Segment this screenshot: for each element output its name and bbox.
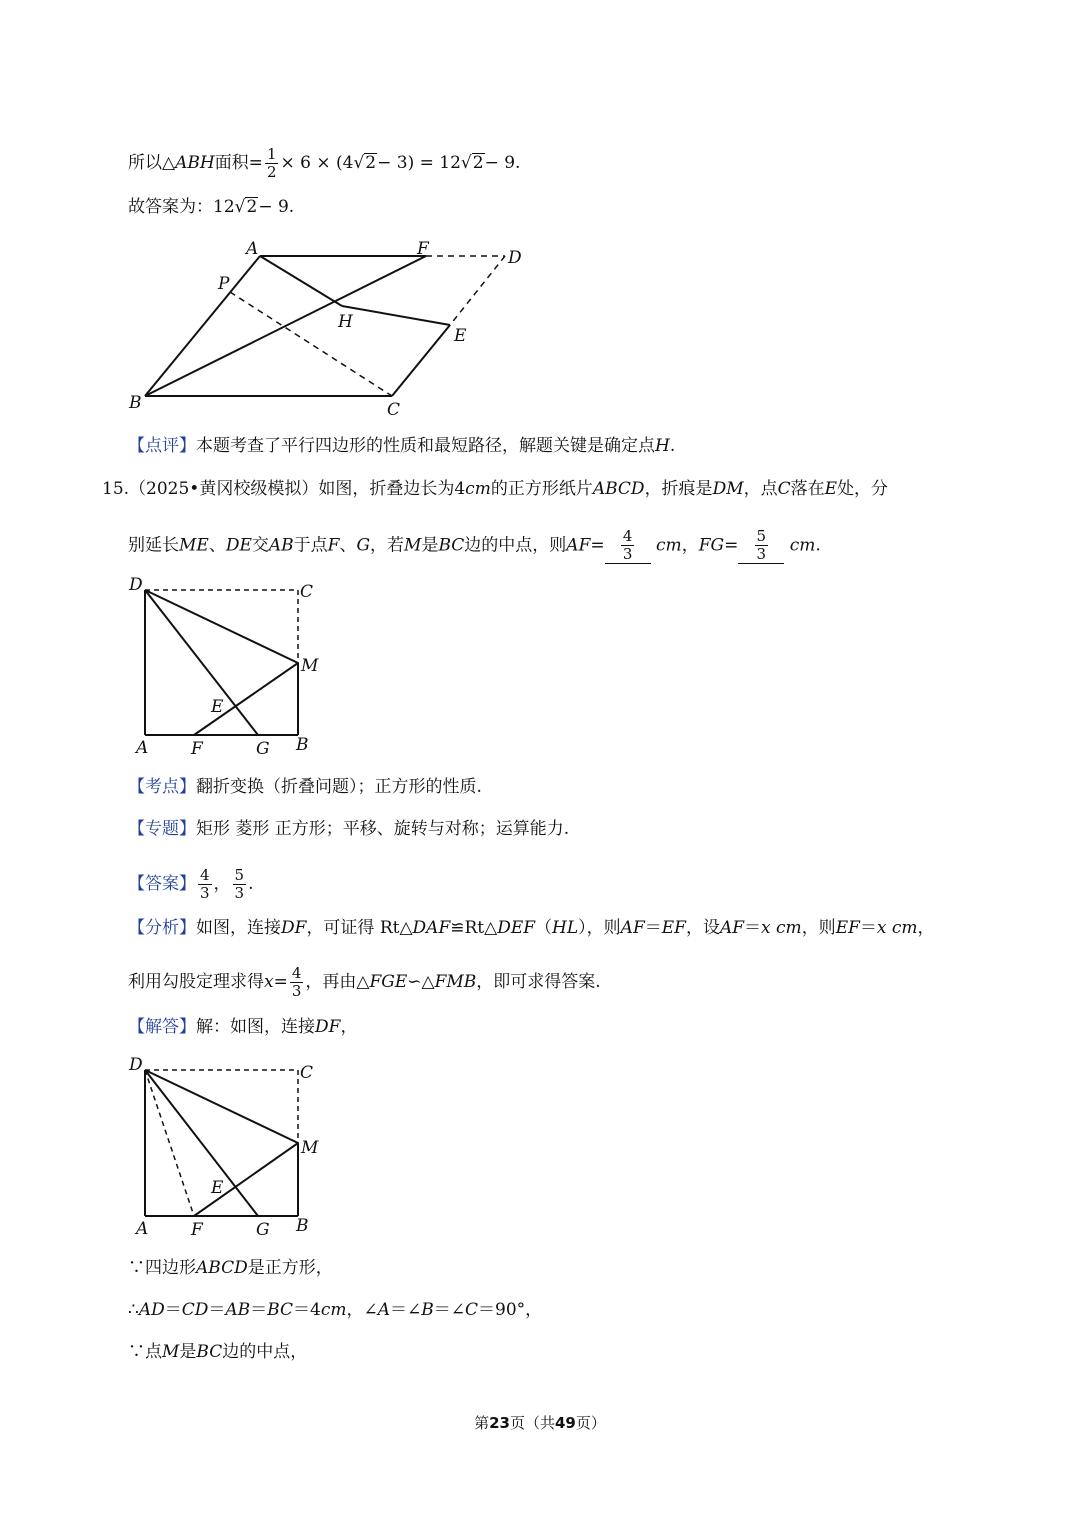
label-m: M	[301, 1138, 319, 1158]
answer-blank-af: $\frac{4}{3}$	[605, 528, 651, 564]
question-15-line2: 别延长ME、DE交AB于点F、G，若M是BC边的中点，则AF= $\frac{4}{3}$ cm，FG= $\frac{5}{3}$ cm.	[128, 527, 821, 563]
proof-line1: ∵四边形ABCD是正方形，	[128, 1258, 333, 1278]
segment-de	[450, 256, 505, 325]
zhuanti-tag: 【专题】	[128, 819, 196, 839]
label-a: A	[136, 1219, 149, 1239]
segment-dg	[145, 590, 258, 735]
fenxi-tag: 【分析】	[128, 918, 196, 938]
label-c: C	[387, 400, 401, 420]
label-b: B	[296, 735, 309, 755]
parallelogram-figure	[120, 230, 540, 425]
daan-tag: 【答案】	[128, 874, 196, 894]
label-g: G	[256, 1220, 270, 1240]
jieda-tag: 【解答】	[128, 1017, 196, 1037]
question-15-line1: 15.（2025•黄冈校级模拟）如图，折叠边长为4cm的正方形纸片ABCD，折痕是DM，点C落在E处，分	[102, 479, 889, 499]
fraction-half: $\frac{1}{2}$	[266, 145, 277, 181]
segment-ce	[392, 325, 450, 396]
label-m: M	[301, 656, 319, 676]
segment-ab	[145, 256, 260, 396]
kaodian-line: 【考点】翻折变换（折叠问题）；正方形的性质.	[128, 777, 482, 797]
answer-blank-fg: $\frac{5}{3}$	[738, 528, 784, 564]
label-e: E	[454, 326, 467, 346]
fenxi-line1: 【分析】如图，连接DF，可证得 Rt△DAF≌Rt△DEF（HL），则AF＝EF，设AF＝x cm，则EF＝x cm，	[128, 918, 935, 938]
area-line: 所以△ABH面积= $\frac{1}{2}$ × 6 × (4√2− 3) = 12√2− 9.	[128, 145, 521, 181]
proof-line2: ∴AD＝CD＝AB＝BC＝4cm，∠A＝∠B＝∠C＝90°，	[128, 1300, 543, 1320]
label-d: D	[508, 248, 522, 268]
square-fold-figure-df	[120, 1050, 340, 1240]
label-e: E	[211, 697, 224, 717]
review-tag: 【点评】	[128, 436, 196, 456]
segment-dm	[145, 1070, 298, 1143]
jieda-line: 【解答】解：如图，连接DF，	[128, 1017, 358, 1037]
zhuanti-line: 【专题】矩形 菱形 正方形；平移、旋转与对称；运算能力.	[128, 819, 570, 839]
segment-dm	[145, 590, 298, 663]
segment-df	[145, 1070, 194, 1216]
label-d: D	[129, 575, 143, 595]
label-b: B	[296, 1216, 309, 1236]
label-p: P	[218, 274, 230, 294]
page-number: 23	[489, 1414, 510, 1432]
label-a: A	[136, 738, 149, 758]
segment-bf	[145, 256, 426, 396]
segment-he	[342, 306, 450, 325]
segment-dg	[145, 1070, 258, 1216]
segment-ah	[260, 256, 342, 306]
label-c: C	[300, 582, 314, 602]
square-fold-figure	[120, 570, 340, 760]
label-f: F	[191, 1220, 203, 1240]
daan-line: 【答案】 $\frac{4}{3}$ ， $\frac{5}{3}$ .	[128, 866, 254, 902]
label-c: C	[300, 1063, 314, 1083]
page-total: 49	[555, 1414, 576, 1432]
label-f: F	[191, 739, 203, 759]
label-g: G	[256, 739, 270, 759]
kaodian-tag: 【考点】	[128, 777, 196, 797]
label-f: F	[417, 239, 429, 259]
x-fraction: $\frac{4}{3}$	[291, 964, 302, 1000]
proof-line3: ∵点M是BC边的中点，	[128, 1342, 308, 1362]
answer-fraction-1: $\frac{4}{3}$	[200, 866, 210, 902]
review-line: 【点评】本题考查了平行四边形的性质和最短路径，解题关键是确定点H.	[128, 436, 676, 456]
fenxi-line2: 利用勾股定理求得x= $\frac{4}{3}$ ，再由△FGE∽△FMB，即可求得答案.	[128, 964, 601, 1000]
question-number: 15.	[102, 479, 130, 499]
label-d: D	[129, 1055, 143, 1075]
answer-line: 故答案为：12√2− 9.	[128, 197, 295, 217]
label-b: B	[129, 393, 142, 413]
label-h: H	[338, 312, 353, 332]
segment-pc	[230, 292, 392, 396]
page-footer: 第23页（共49页）	[474, 1414, 606, 1432]
answer-fraction-2: $\frac{5}{3}$	[234, 866, 245, 902]
label-a: A	[246, 239, 259, 259]
label-e: E	[211, 1178, 224, 1198]
